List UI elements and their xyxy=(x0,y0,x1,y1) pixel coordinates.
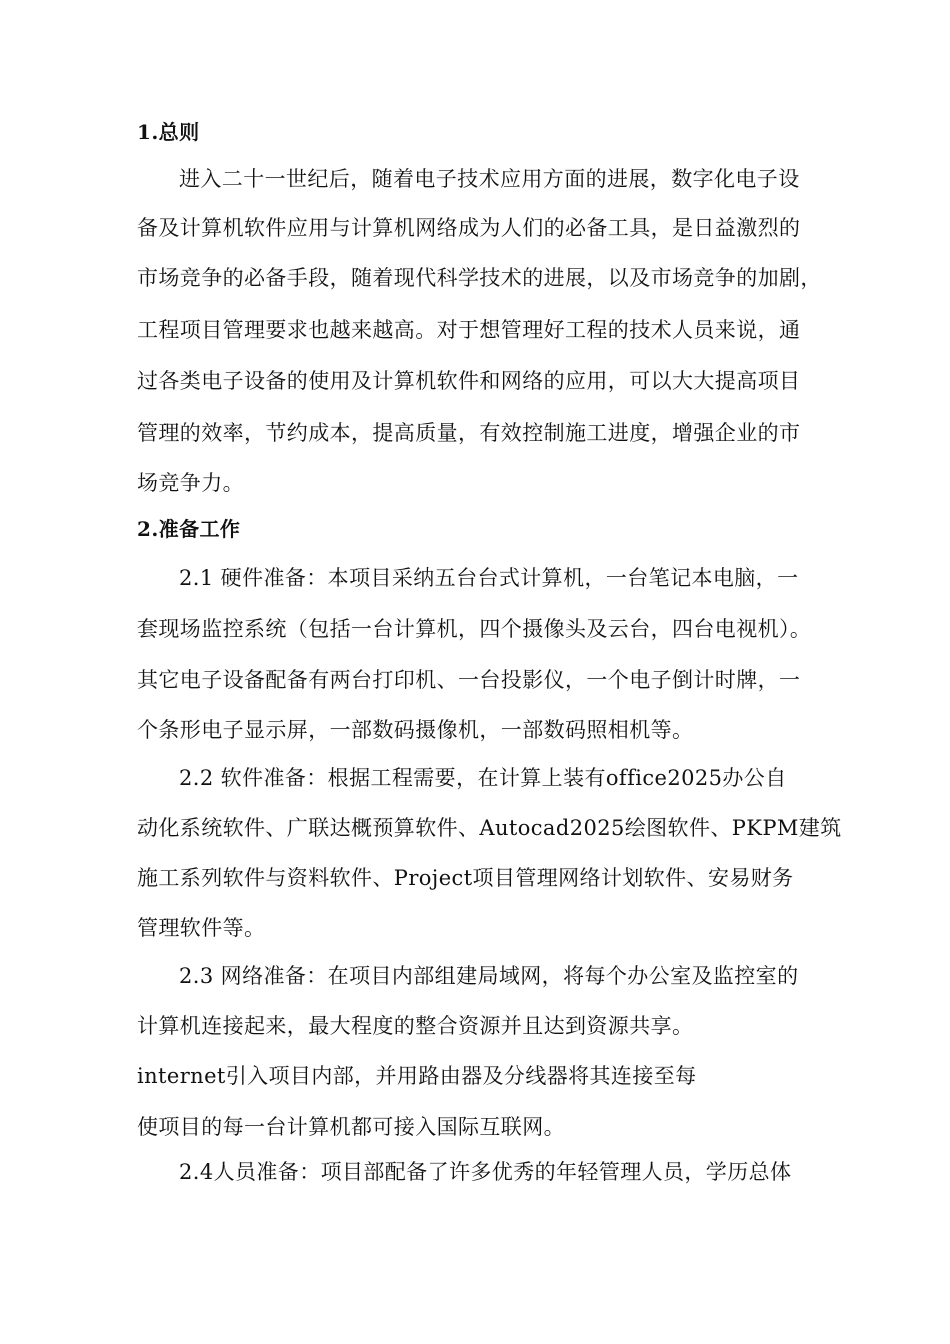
paragraph-line: 市场竞争的必备手段，随着现代科学技术的进展，以及市场竞争的加剧， xyxy=(137,266,822,290)
paragraph-line: 过各类电子设备的使用及计算机软件和网络的应用，可以大大提高项目 xyxy=(137,369,801,393)
paragraph-line: 套现场监控系统（包括一台计算机，四个摄像头及云台，四台电视机）。 xyxy=(137,617,812,641)
paragraph-line: 进入二十一世纪后，随着电子技术应用方面的进展，数字化电子设 xyxy=(179,167,800,191)
paragraph-line: 施工系列软件与资料软件、Project项目管理网络计划软件、安易财务 xyxy=(137,866,794,890)
paragraph-line: 动化系统软件、广联达概预算软件、Autocad2025绘图软件、PKPM建筑 xyxy=(137,816,842,840)
paragraph-line: 2.4人员准备：项目部配备了许多优秀的年轻管理人员，学历总体 xyxy=(179,1160,792,1184)
paragraph-line: 使项目的每一台计算机都可接入国际互联网。 xyxy=(137,1115,565,1139)
section-2-heading: 2.准备工作 xyxy=(137,517,241,541)
section-1-heading: 1.总则 xyxy=(137,120,200,144)
paragraph-line: 2.3 网络准备：在项目内部组建局域网，将每个办公室及监控室的 xyxy=(179,964,799,988)
paragraph-line: 2.2 软件准备：根据工程需要，在计算上装有office2025办公自 xyxy=(179,766,787,790)
paragraph-line: 场竞争力。 xyxy=(137,471,244,495)
paragraph-line: 备及计算机软件应用与计算机网络成为人们的必备工具，是日益激烈的 xyxy=(137,216,801,240)
paragraph-line: 2.1 硬件准备：本项目采纳五台台式计算机，一台笔记本电脑，一 xyxy=(179,566,799,590)
paragraph-line: 管理软件等。 xyxy=(137,916,266,940)
paragraph-line: 工程项目管理要求也越来越高。对于想管理好工程的技术人员来说，通 xyxy=(137,318,801,342)
paragraph-line: 其它电子设备配备有两台打印机、一台投影仪，一个电子倒计时牌，一 xyxy=(137,668,801,692)
paragraph-line: 个条形电子显示屏，一部数码摄像机，一部数码照相机等。 xyxy=(137,718,694,742)
paragraph-line: 管理的效率，节约成本，提高质量，有效控制施工进度，增强企业的市 xyxy=(137,421,801,445)
paragraph-line: internet引入项目内部，并用路由器及分线器将其连接至每 xyxy=(137,1064,697,1088)
paragraph-line: 计算机连接起来，最大程度的整合资源并且达到资源共享。 xyxy=(137,1014,694,1038)
